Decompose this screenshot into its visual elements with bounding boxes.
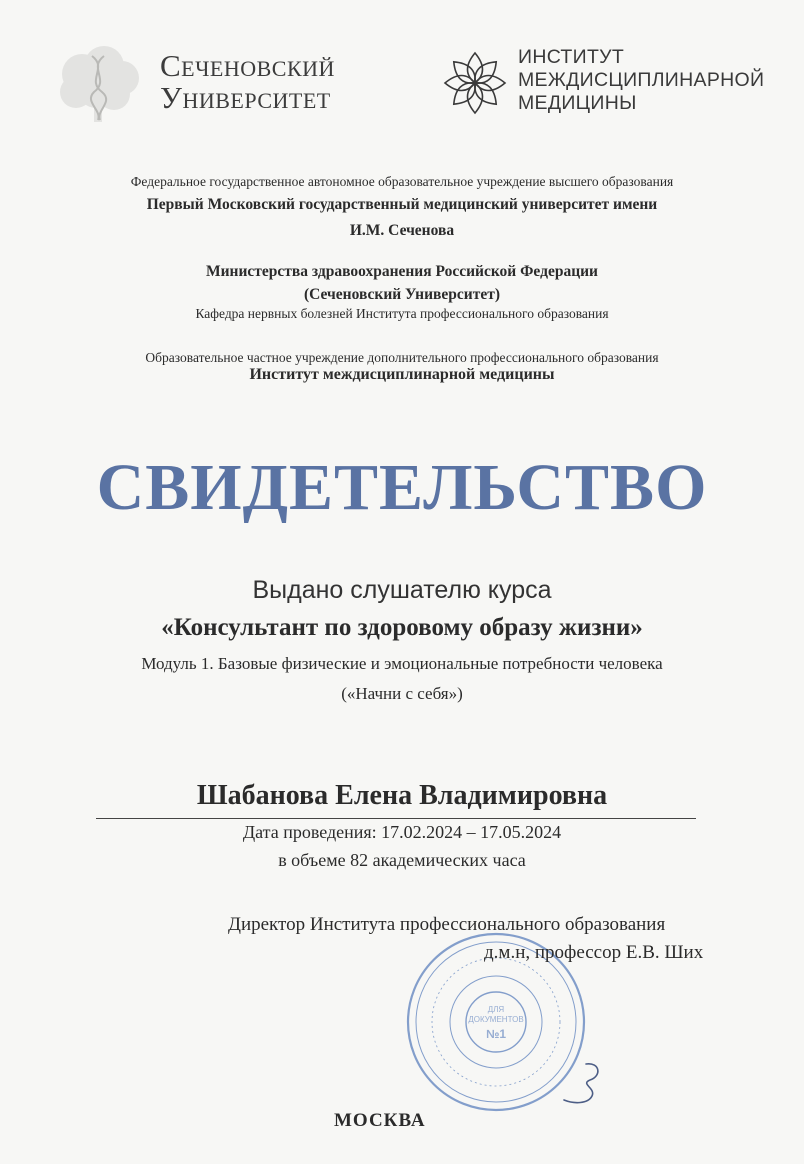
- course-name: «Консультант по здоровому образу жизни»: [161, 614, 643, 641]
- org-name-line2: И.М. Сеченова: [349, 222, 455, 239]
- stamp-center-line1: ДЛЯ: [487, 1005, 505, 1014]
- ochu-name: Институт междисциплинарной медицины: [249, 366, 555, 383]
- city: МОСКВА: [334, 1110, 426, 1131]
- org-name-line1: Первый Московский государственный медицинский университет имени: [146, 196, 658, 213]
- course-dates: Дата проведения: 17.02.2024 – 17.05.2024: [242, 822, 562, 842]
- ministry-line1: Министерства здравоохранения Российской Федерации: [206, 263, 598, 280]
- institute-name: [518, 46, 764, 115]
- university-name: [160, 50, 335, 114]
- org-name: [0, 192, 804, 244]
- institute-logo: [440, 44, 780, 124]
- holder-name: Шабанова Елена Владимировна: [196, 780, 608, 811]
- tree-dna-icon: [52, 44, 152, 124]
- sechenov-university-logo: [52, 44, 382, 124]
- signature: [556, 1054, 616, 1114]
- institute-name-line3: МЕДИЦИНЫ: [518, 92, 637, 114]
- module-name: Модуль 1. Базовые физические и эмоциональные потребности человека: [141, 654, 663, 673]
- stamp-center-line2: ДОКУМЕНТОВ: [468, 1015, 524, 1024]
- department: Кафедра нервных болезней Института профессионального образования: [195, 306, 609, 321]
- org-intro: Федеральное государственное автономное образовательное учреждение высшего образования: [130, 174, 674, 189]
- stamp-center-line3: №1: [485, 1027, 507, 1041]
- director-name: д.м.н, профессор Е.В. Ших: [484, 942, 704, 963]
- holder-underline: [96, 818, 696, 819]
- issued-to: Выдано слушателю курса: [252, 576, 552, 604]
- ministry-line2: (Сеченовский Университет): [304, 286, 500, 303]
- university-name-line1: Сеченовский: [160, 48, 335, 83]
- university-name-line2: Университет: [160, 80, 331, 115]
- director-title: Директор Института профессионального образования: [228, 914, 666, 935]
- institute-name-line2: МЕЖДИСЦИПЛИНАРНОЙ: [518, 69, 765, 91]
- institute-name-line1: ИНСТИТУТ: [518, 46, 625, 68]
- course-hours: в объеме 82 академических часа: [278, 850, 526, 870]
- flower-emblem-icon: [440, 48, 510, 118]
- ministry: [0, 260, 804, 306]
- module-subtitle: («Начни с себя»): [341, 684, 463, 703]
- certificate-title: СВИДЕТЕЛЬСТВО: [96, 451, 708, 524]
- ochu-intro: Образовательное частное учреждение дополнительного профессионального образования: [145, 350, 659, 365]
